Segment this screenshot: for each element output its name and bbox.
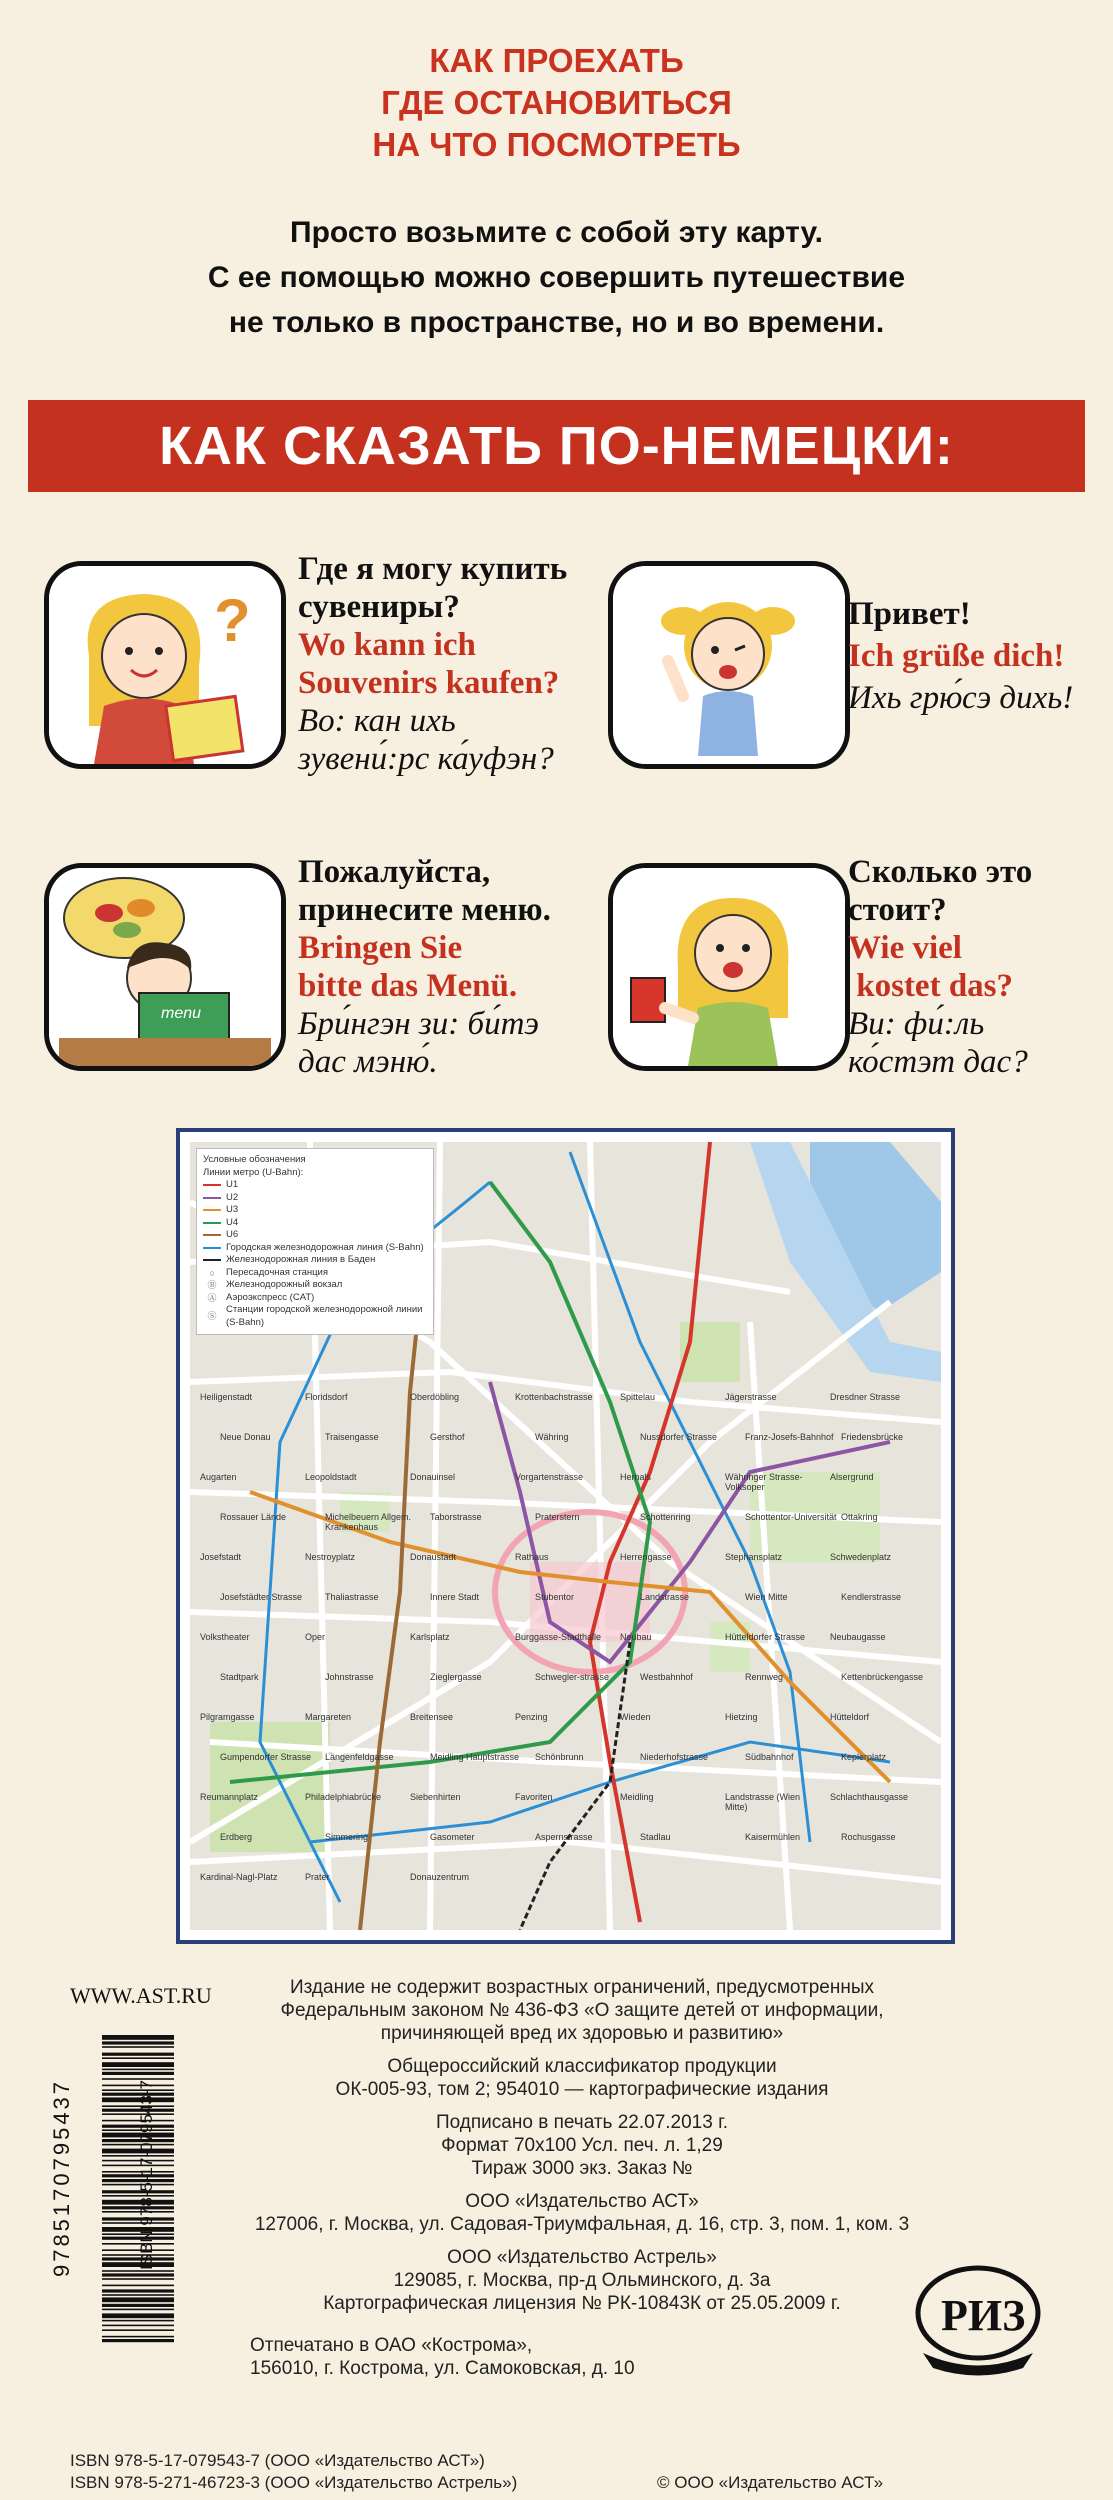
barcode-bar	[102, 2190, 174, 2193]
legend-line-item	[203, 1229, 427, 1242]
station-label: Josefstadt	[200, 1552, 242, 1562]
station-label: Favoriten	[515, 1792, 553, 1802]
station-label: Heiligenstadt	[200, 1392, 253, 1402]
legend-icons	[203, 1267, 427, 1330]
imprint-print-data: Подписано в печать 22.07.2013 г. Формат 70х100 Усл. печ. л. 1,29 Тираж 3000 экз. Заказ №	[436, 2112, 728, 2179]
banner-title: КАК СКАЗАТЬ ПО-НЕМЕЦКИ:	[159, 416, 954, 476]
station-label: Kaisermühlen	[745, 1832, 801, 1842]
header-line: КАК ПРОЕХАТЬ	[429, 42, 684, 79]
station-label: Schottenring	[640, 1512, 691, 1522]
station-label: Neubaugasse	[830, 1632, 886, 1642]
phrase-menu	[298, 853, 628, 1081]
phrase-souvenirs	[298, 550, 628, 778]
station-label: Kettenbrückengasse	[841, 1672, 924, 1682]
station-label: Friedensbrücke	[841, 1432, 904, 1442]
barcode-bar	[102, 2222, 174, 2224]
barcode-bar	[102, 2041, 174, 2044]
barcode-bar	[102, 2249, 174, 2251]
legend-lines-title: Линии метро (U-Bahn):	[203, 1166, 304, 1178]
station-label: Donauzentrum	[410, 1872, 470, 1882]
station-label: Zieglergasse	[430, 1672, 482, 1682]
phrase-ru: Привет!	[848, 596, 971, 632]
phrase-de: Wie viel kostet das?	[848, 930, 1014, 1004]
intro-line: не только в пространстве, но и во времени.	[228, 306, 885, 339]
station-label: Längenfeldgasse	[325, 1752, 394, 1762]
station-label: Donauinsel	[410, 1472, 456, 1482]
barcode-bar	[102, 2085, 174, 2087]
station-label: Siebenhirten	[410, 1792, 461, 1802]
legend-line-label: U3	[226, 1204, 239, 1215]
barcode-bar	[102, 2339, 174, 2342]
barcode-bar	[102, 2278, 174, 2280]
station-label: Gasometer	[430, 1832, 475, 1842]
station-label: Spittelau	[620, 1392, 656, 1402]
header-titles	[0, 40, 1113, 166]
station-label: Aspernstrasse	[535, 1832, 593, 1842]
station-label: Michelbeuern Allgem. Krankenhaus	[325, 1512, 412, 1532]
barcode-bar	[102, 2243, 174, 2245]
imprint-text	[232, 1976, 932, 2315]
station-label: Keplerplatz	[841, 1752, 887, 1762]
legend-line-item	[203, 1204, 427, 1217]
station-label: Volkstheater	[200, 1632, 250, 1642]
station-label: Gersthof	[430, 1432, 465, 1442]
imprint-printer: Отпечатано в ОАО «Кострома», 156010, г. Кострома, ул. Самоковская, д. 10	[250, 2335, 635, 2379]
barcode-bar	[102, 2125, 174, 2128]
barcode-bar	[102, 2129, 174, 2131]
barcode-bar	[102, 2227, 174, 2232]
station-label: Niederhofstrasse	[640, 1752, 709, 1762]
station-label: Landstrasse	[640, 1592, 690, 1602]
intro-line: С ее помощью можно совершить путешествие	[207, 261, 906, 294]
legend-icon-label: Станции городской железнодорожной линии (S-Bahn)	[226, 1304, 423, 1328]
barcode-bar	[102, 2206, 174, 2209]
line-swatch	[203, 1234, 221, 1236]
station-label: Dresdner Strasse	[830, 1392, 901, 1402]
station-label: Augarten	[200, 1472, 237, 1482]
vienna-transit-map	[176, 1128, 955, 1944]
barcode-bar	[102, 2179, 174, 2182]
barcode-bar	[102, 2262, 174, 2267]
barcode-bar	[102, 2257, 174, 2260]
sbahn-station-icon: Ⓢ	[207, 1311, 217, 1322]
station-label: Währing	[535, 1432, 569, 1442]
station-label: Prater	[305, 1872, 330, 1882]
barcode-bar	[102, 2035, 174, 2040]
station-label: Meidling	[620, 1792, 654, 1802]
station-label: Thaliastrasse	[325, 1592, 379, 1602]
station-label: Breitensee	[410, 1712, 454, 1722]
header-line: НА ЧТО ПОСМОТРЕТЬ	[372, 126, 741, 163]
line-swatch	[203, 1259, 221, 1261]
legend-icon-item	[203, 1279, 427, 1292]
station-label: Innere Stadt	[430, 1592, 480, 1602]
legend-line-label: U1	[226, 1179, 239, 1190]
barcode-bar	[102, 2320, 174, 2322]
barcode-bar	[102, 2139, 174, 2142]
legend-icon-label: Пересадочная станция	[226, 1266, 329, 1278]
station-label: Karlsplatz	[410, 1632, 450, 1642]
banner	[28, 400, 1085, 492]
station-label: Südbahnhof	[745, 1752, 794, 1762]
barcode-bar	[102, 2174, 174, 2177]
phrase-transcription: Во: кан ихь зувени́:рс ка́уфэн?	[298, 703, 554, 777]
barcode-bar	[102, 2160, 174, 2162]
barcode-bar	[102, 2093, 174, 2096]
station-label: Schönbrunn	[535, 1752, 584, 1762]
station-label: Josefstädter Strasse	[220, 1592, 303, 1602]
barcode-bars	[102, 2035, 182, 2345]
station-label: Alsergrund	[830, 1472, 874, 1482]
legend-line-label: Городская железнодорожная линия (S-Bahn)	[226, 1241, 424, 1253]
station-label: Franz-Josefs-Bahnhof	[745, 1432, 834, 1442]
barcode-bar	[102, 2046, 174, 2048]
barcode-number: 9785170795437	[49, 2078, 74, 2278]
svg-text:menu: menu	[161, 1005, 202, 1022]
phrase-price	[848, 853, 1098, 1081]
station-label: Praterstern	[535, 1512, 580, 1522]
line-swatch	[203, 1184, 221, 1186]
station-label: Stadlau	[640, 1832, 671, 1842]
barcode-bar	[102, 2120, 174, 2122]
barcode-bar	[102, 2195, 174, 2197]
line-swatch	[203, 1209, 221, 1211]
legend-line-item	[203, 1242, 427, 1255]
station-label: Reumannplatz	[200, 1792, 259, 1802]
imprint-publisher-astrel: ООО «Издательство Астрель» 129085, г. Москва, пр-д Ольминского, д. 3а Картографическая лицензия № РК-10843К от 25.05.2009 г.	[323, 2247, 841, 2314]
airport-express-icon: Ⓐ	[207, 1292, 217, 1303]
girl-waving-icon	[608, 561, 850, 769]
header-line: ГДЕ ОСТАНОВИТЬСЯ	[381, 84, 732, 121]
phrase-transcription: Ихь грю́сэ дихь!	[848, 680, 1074, 716]
barcode-bar	[102, 2089, 174, 2091]
map-canvas	[190, 1142, 941, 1930]
logo-text: РИЗ	[941, 2291, 1026, 2340]
svg-text:?: ?	[214, 587, 251, 654]
barcode-bar	[102, 2113, 174, 2115]
transfer-station-icon: ○	[209, 1267, 215, 1278]
barcode-bar	[102, 2072, 174, 2075]
station-label: Vorgartenstrasse	[515, 1472, 584, 1482]
station-label: Wieden	[620, 1712, 651, 1722]
barcode-bar	[102, 2270, 174, 2272]
barcode-bar	[102, 2211, 174, 2213]
station-label: Ottakring	[841, 1512, 878, 1522]
printer-logo	[903, 2258, 1053, 2378]
station-label: Hütteldorfer Strasse	[725, 1632, 806, 1642]
intro-text	[0, 210, 1113, 345]
station-label: Schlachthausgasse	[830, 1792, 909, 1802]
girl-paying-icon	[608, 863, 850, 1071]
station-label: Landstrasse (Wien Mitte)	[725, 1792, 801, 1812]
barcode-bar	[102, 2217, 174, 2220]
barcode-bar	[102, 2184, 174, 2186]
barcode-bar	[102, 2097, 174, 2102]
station-label: Schwedenplatz	[830, 1552, 892, 1562]
website[interactable]: WWW.AST.RU	[70, 1983, 212, 2008]
station-label: Rennweg	[745, 1672, 784, 1682]
station-label: Burggasse-Stadthalle	[515, 1632, 602, 1642]
line-swatch	[203, 1247, 221, 1249]
barcode-bar	[102, 2171, 174, 2173]
legend-line-item	[203, 1179, 427, 1192]
barcode	[49, 2025, 232, 2355]
station-label: Neue Donau	[220, 1432, 271, 1442]
station-label: Wien Mitte	[745, 1592, 788, 1602]
station-label: Hietzing	[725, 1712, 758, 1722]
barcode-bar	[102, 2057, 174, 2059]
station-label: Stubentor	[535, 1592, 575, 1602]
barcode-bar	[102, 2105, 174, 2107]
station-label: Donaustadt	[410, 1552, 457, 1562]
phrase-de: Ich grüße dich!	[848, 638, 1065, 674]
station-label: Jägerstrasse	[725, 1392, 777, 1402]
barcode-bar	[102, 2294, 174, 2296]
barcode-bar	[102, 2309, 174, 2311]
intro-line: Просто возьмите с собой эту карту.	[290, 216, 823, 249]
station-label: Taborstrasse	[430, 1512, 482, 1522]
station-label: Neubau	[620, 1632, 652, 1642]
station-label: Floridsdorf	[305, 1392, 348, 1402]
station-label: Stephansplatz	[725, 1552, 783, 1562]
legend-line-label: U6	[226, 1229, 239, 1240]
barcode-bar	[102, 2144, 174, 2146]
barcode-bar	[102, 2254, 174, 2256]
copyright: © ООО «Издательство АСТ»	[657, 2473, 884, 2492]
station-label: Rathaus	[515, 1552, 549, 1562]
station-label: Johnstrasse	[325, 1672, 374, 1682]
barcode-bar	[102, 2053, 174, 2056]
station-label: Herrengasse	[620, 1552, 672, 1562]
legend-line-label: U2	[226, 1191, 239, 1203]
station-label: Währinger Strasse-Volksoper	[725, 1472, 803, 1492]
station-label: Rossauer Lände	[220, 1512, 287, 1522]
station-label: Gumpendorfer Strasse	[220, 1752, 312, 1762]
isbn-ast: ISBN 978-5-17-079543-7 (ООО «Издательство АСТ»)	[70, 2451, 485, 2470]
legend-line-label: U4	[226, 1216, 239, 1228]
isbn-astrel: ISBN 978-5-271-46723-3 (ООО «Издательство Астрель»)	[70, 2473, 518, 2492]
legend-icon-item	[203, 1292, 427, 1305]
station-label: Schwegler-strasse	[535, 1672, 610, 1682]
imprint-publisher-ast: ООО «Издательство АСТ» 127006, г. Москва, ул. Садовая-Триумфальная, д. 16, стр. 3, пом. 1, ком. 3	[254, 2191, 910, 2235]
isbn-block	[70, 2450, 517, 2494]
barcode-bar	[102, 2325, 174, 2327]
barcode-bar	[102, 2155, 174, 2157]
barcode-bar	[102, 2329, 174, 2331]
barcode-bar	[102, 2289, 174, 2292]
station-label: Hütteldorf	[830, 1712, 870, 1722]
legend-icon-item	[203, 1304, 427, 1329]
station-label: Erdberg	[220, 1832, 253, 1842]
legend-icon-item	[203, 1267, 427, 1280]
phrase-de: Bringen Sie bitte das Menü.	[298, 930, 518, 1004]
barcode-bar	[102, 2109, 174, 2112]
phrase-transcription: Ви: фи́:ль ко́стэт дас?	[848, 1006, 1028, 1080]
station-label: Kendlerstrasse	[841, 1592, 902, 1602]
barcode-bar	[102, 2078, 174, 2080]
girl-shopping-icon	[44, 561, 286, 769]
station-label: Hernals	[620, 1472, 652, 1482]
phrase-transcription: Бри́нгэн зи: би́тэ дас мэню́.	[298, 1006, 539, 1080]
barcode-bar	[102, 2237, 174, 2240]
phrase-ru: Где я могу купить сувениры?	[298, 551, 568, 625]
barcode-bar	[102, 2304, 174, 2307]
barcode-bar	[102, 2200, 174, 2205]
station-label: Nestroyplatz	[305, 1552, 356, 1562]
legend-line-label: Железнодорожная линия в Баден	[226, 1254, 376, 1265]
line-swatch	[203, 1222, 221, 1224]
line-swatch	[203, 1197, 221, 1199]
station-label: Schottentor-Universität	[745, 1512, 837, 1522]
barcode-bar	[102, 2297, 174, 2302]
legend-icon-label: Железнодорожный вокзал	[226, 1279, 343, 1290]
railway-station-icon: Ⓑ	[207, 1280, 217, 1290]
legend-line-item	[203, 1254, 427, 1267]
station-label: Simmering	[325, 1832, 369, 1842]
station-label: Philadelphiabrücke	[305, 1792, 382, 1802]
barcode-bar	[102, 2336, 174, 2338]
phrase-hello	[848, 595, 1093, 717]
station-label: Penzing	[515, 1712, 548, 1722]
barcode-bar	[102, 2273, 174, 2276]
boy-menu-icon	[44, 863, 286, 1071]
station-label: Traisengasse	[325, 1432, 379, 1442]
barcode-bar	[102, 2233, 174, 2235]
imprint-classifier: Общероссийский классификатор продукции ОК-005-93, том 2; 954010 — картографические издания	[335, 2056, 829, 2100]
station-label: Leopoldstadt	[305, 1472, 357, 1482]
barcode-bar	[102, 2313, 174, 2318]
station-label: Nussdorfer Strasse	[640, 1432, 718, 1442]
station-label: Pilgramgasse	[200, 1712, 255, 1722]
legend-icon-label: Аэроэкспресс (CAT)	[226, 1291, 315, 1303]
barcode-bar	[102, 2149, 174, 2154]
phrase-de: Wo kann ich Souvenirs kaufen?	[298, 627, 560, 701]
barcode-bar	[102, 2285, 174, 2287]
map-legend	[196, 1148, 434, 1335]
station-label: Oberdöbling	[410, 1392, 460, 1402]
phrase-ru: Пожалуйста, принесите меню.	[298, 854, 551, 928]
legend-line-item	[203, 1217, 427, 1230]
station-label: Meidling Hauptstrasse	[430, 1752, 520, 1762]
legend-title: Условные обозначения	[203, 1154, 306, 1165]
station-label: Kardinal-Nagl-Platz	[200, 1872, 278, 1882]
legend-line-item	[203, 1192, 427, 1205]
station-label: Rochusgasse	[841, 1832, 896, 1842]
station-label: Margareten	[305, 1712, 352, 1722]
phrase-ru: Сколько это стоит?	[848, 854, 1033, 928]
station-label: Westbahnhof	[640, 1672, 693, 1682]
station-label: Krottenbachstrasse	[515, 1392, 593, 1402]
station-label: Stadtpark	[220, 1672, 259, 1682]
barcode-bar	[102, 2133, 174, 2138]
barcode-bar	[102, 2165, 174, 2167]
imprint-age-notice: Издание не содержит возрастных ограничений, предусмотренных Федеральным законом № 436-ФЗ «О защите детей от информации, причиняющей вред их здоровью и развитию»	[280, 1977, 884, 2044]
legend-lines	[203, 1179, 427, 1267]
barcode-bar	[102, 2069, 174, 2071]
station-label: Oper	[305, 1632, 326, 1642]
barcode-bar	[102, 2062, 174, 2067]
